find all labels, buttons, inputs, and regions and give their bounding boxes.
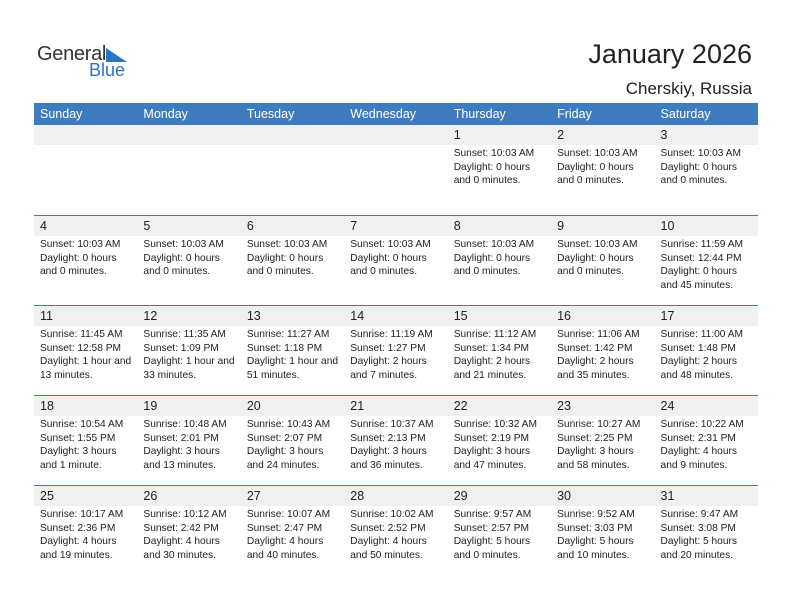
calendar-day-cell <box>344 125 447 215</box>
calendar-day-cell <box>448 396 551 485</box>
day-number: 23 <box>551 396 654 416</box>
calendar-week-row <box>34 395 758 485</box>
day-sun-info: Sunrise: 10:54 AM Sunset: 1:55 PM Daylight: 3 hours and 1 minute. <box>40 419 124 471</box>
day-sun-info: Sunrise: 10:22 AM Sunset: 2:31 PM Daylight: 4 hours and 9 minutes. <box>660 419 744 471</box>
day-number: 31 <box>655 486 758 506</box>
day-number: 4 <box>34 216 137 236</box>
calendar-day-cell <box>344 486 447 575</box>
weeks-container <box>34 125 758 575</box>
day-sun-info: Sunrise: 9:57 AM Sunset: 2:57 PM Daylight: 5 hours and 0 minutes. <box>453 509 532 561</box>
calendar-day-cell <box>551 306 654 395</box>
calendar-day-cell <box>448 216 551 305</box>
logo <box>37 43 137 83</box>
day-number <box>137 125 240 145</box>
calendar-day-cell <box>241 306 344 395</box>
day-sun-info: Sunrise: 10:12 AM Sunset: 2:42 PM Daylight: 4 hours and 30 minutes. <box>143 509 227 561</box>
weekday-thursday: Thursday <box>453 107 506 121</box>
day-sun-info: Sunrise: 11:35 AM Sunset: 1:09 PM Daylight: 1 hour and 33 minutes. <box>143 329 235 381</box>
page-title: January 2026 <box>588 39 752 69</box>
day-sun-info: Sunset: 10:03 AM Daylight: 0 hours and 0 minutes. <box>453 148 535 187</box>
day-sun-info: Sunrise: 11:12 AM Sunset: 1:34 PM Daylight: 2 hours and 21 minutes. <box>453 329 537 381</box>
weekday-sunday: Sunday <box>40 107 83 121</box>
weekday-monday: Monday <box>143 107 188 121</box>
day-number: 2 <box>551 125 654 145</box>
calendar-day-cell <box>241 125 344 215</box>
calendar-day-cell <box>344 396 447 485</box>
logo-general-text: General <box>37 43 107 65</box>
calendar-day-cell <box>34 396 137 485</box>
calendar-day-cell <box>344 306 447 395</box>
calendar-day-cell <box>34 216 137 305</box>
day-number: 12 <box>137 306 240 326</box>
day-number: 20 <box>241 396 344 416</box>
day-sun-info: Sunrise: 10:17 AM Sunset: 2:36 PM Daylight: 4 hours and 19 minutes. <box>40 509 124 561</box>
day-number: 29 <box>448 486 551 506</box>
weekday-friday: Friday <box>557 107 592 121</box>
calendar-day-cell <box>34 486 137 575</box>
day-number <box>34 125 137 145</box>
day-sun-info: Sunrise: 10:37 AM Sunset: 2:13 PM Daylight: 3 hours and 36 minutes. <box>350 419 434 471</box>
weekday-wednesday: Wednesday <box>350 107 417 121</box>
day-sun-info: Sunset: 10:03 AM Daylight: 0 hours and 0 minutes. <box>40 239 121 278</box>
day-sun-info: Sunset: 10:03 AM Daylight: 0 hours and 0 minutes. <box>350 239 431 278</box>
calendar-day-cell <box>551 486 654 575</box>
day-sun-info: Sunrise: 10:48 AM Sunset: 2:01 PM Daylight: 3 hours and 13 minutes. <box>143 419 227 471</box>
day-sun-info: Sunset: 10:03 AM Daylight: 0 hours and 0 minutes. <box>246 239 328 278</box>
day-sun-info: Sunrise: 11:00 AM Sunset: 1:48 PM Daylight: 2 hours and 48 minutes. <box>660 329 744 381</box>
day-sun-info: Sunrise: 9:52 AM Sunset: 3:03 PM Daylight: 5 hours and 10 minutes. <box>557 509 635 561</box>
day-number: 5 <box>137 216 240 236</box>
calendar-day-cell <box>655 125 758 215</box>
day-number: 16 <box>551 306 654 326</box>
day-number: 19 <box>137 396 240 416</box>
day-number: 17 <box>655 306 758 326</box>
day-sun-info: Sunset: 10:03 AM Daylight: 0 hours and 0 minutes. <box>557 239 638 278</box>
location-label: Cherskiy, Russia <box>625 79 752 98</box>
calendar-day-cell <box>655 396 758 485</box>
day-number: 22 <box>448 396 551 416</box>
calendar-day-cell <box>34 125 137 215</box>
calendar-day-cell <box>34 306 137 395</box>
calendar-grid <box>34 103 758 575</box>
calendar-day-cell <box>655 216 758 305</box>
calendar-day-cell <box>137 125 240 215</box>
weekday-header <box>34 103 758 125</box>
calendar-day-cell <box>241 486 344 575</box>
day-number: 10 <box>655 216 758 236</box>
calendar-day-cell <box>448 306 551 395</box>
day-number: 11 <box>34 306 137 326</box>
calendar-week-row <box>34 485 758 575</box>
day-sun-info <box>344 145 447 147</box>
day-sun-info: Sunrise: 10:32 AM Sunset: 2:19 PM Daylight: 3 hours and 47 minutes. <box>453 419 537 471</box>
day-number <box>241 125 344 145</box>
day-number <box>344 125 447 145</box>
day-sun-info <box>241 145 344 147</box>
day-sun-info: Sunset: 10:03 AM Daylight: 0 hours and 0 minutes. <box>660 148 741 187</box>
calendar-day-cell <box>551 125 654 215</box>
weekday-tuesday: Tuesday <box>246 107 295 121</box>
day-sun-info: Sunset: 10:03 AM Daylight: 0 hours and 0 minutes. <box>143 239 224 278</box>
day-number: 26 <box>137 486 240 506</box>
day-sun-info: Sunrise: 11:59 AM Sunset: 12:44 PM Daylight: 0 hours and 45 minutes. <box>660 239 744 291</box>
day-number: 1 <box>448 125 551 145</box>
calendar-week-row <box>34 125 758 215</box>
weekday-saturday: Saturday <box>660 107 711 121</box>
day-number: 15 <box>448 306 551 326</box>
logo-blue-text: Blue <box>89 60 126 80</box>
day-number: 25 <box>34 486 137 506</box>
day-sun-info: Sunrise: 11:27 AM Sunset: 1:18 PM Daylight: 1 hour and 51 minutes. <box>246 329 339 381</box>
calendar-week-row <box>34 305 758 395</box>
day-number: 30 <box>551 486 654 506</box>
day-number: 7 <box>344 216 447 236</box>
day-number: 9 <box>551 216 654 236</box>
day-number: 21 <box>344 396 447 416</box>
day-sun-info: Sunrise: 11:19 AM Sunset: 1:27 PM Daylight: 2 hours and 7 minutes. <box>350 329 433 381</box>
day-number: 18 <box>34 396 137 416</box>
calendar-day-cell <box>551 396 654 485</box>
day-sun-info: Sunrise: 11:06 AM Sunset: 1:42 PM Daylight: 2 hours and 35 minutes. <box>557 329 640 381</box>
calendar-day-cell <box>241 396 344 485</box>
calendar-day-cell <box>655 486 758 575</box>
day-sun-info <box>34 145 137 147</box>
calendar-day-cell <box>655 306 758 395</box>
calendar-day-cell <box>344 216 447 305</box>
day-number: 14 <box>344 306 447 326</box>
calendar-day-cell <box>448 125 551 215</box>
day-number: 8 <box>448 216 551 236</box>
day-sun-info: Sunrise: 10:02 AM Sunset: 2:52 PM Daylight: 4 hours and 50 minutes. <box>350 509 434 561</box>
calendar-day-cell <box>241 216 344 305</box>
day-number: 6 <box>241 216 344 236</box>
day-sun-info: Sunrise: 11:45 AM Sunset: 12:58 PM Daylight: 1 hour and 13 minutes. <box>40 329 132 381</box>
calendar-week-row <box>34 215 758 305</box>
day-sun-info: Sunrise: 9:47 AM Sunset: 3:08 PM Daylight: 5 hours and 20 minutes. <box>660 509 739 561</box>
day-sun-info: Sunset: 10:03 AM Daylight: 0 hours and 0 minutes. <box>453 239 535 278</box>
day-number: 27 <box>241 486 344 506</box>
day-number: 13 <box>241 306 344 326</box>
day-sun-info: Sunrise: 10:27 AM Sunset: 2:25 PM Daylight: 3 hours and 58 minutes. <box>557 419 641 471</box>
day-number: 3 <box>655 125 758 145</box>
calendar-day-cell <box>137 216 240 305</box>
day-number: 24 <box>655 396 758 416</box>
calendar-day-cell <box>448 486 551 575</box>
calendar-day-cell <box>137 306 240 395</box>
day-sun-info: Sunrise: 10:07 AM Sunset: 2:47 PM Daylight: 4 hours and 40 minutes. <box>246 509 331 561</box>
calendar-day-cell <box>137 486 240 575</box>
day-number: 28 <box>344 486 447 506</box>
calendar-day-cell <box>551 216 654 305</box>
day-sun-info <box>137 145 240 147</box>
day-sun-info: Sunset: 10:03 AM Daylight: 0 hours and 0 minutes. <box>557 148 638 187</box>
calendar-day-cell <box>137 396 240 485</box>
day-sun-info: Sunrise: 10:43 AM Sunset: 2:07 PM Daylight: 3 hours and 24 minutes. <box>246 419 331 471</box>
